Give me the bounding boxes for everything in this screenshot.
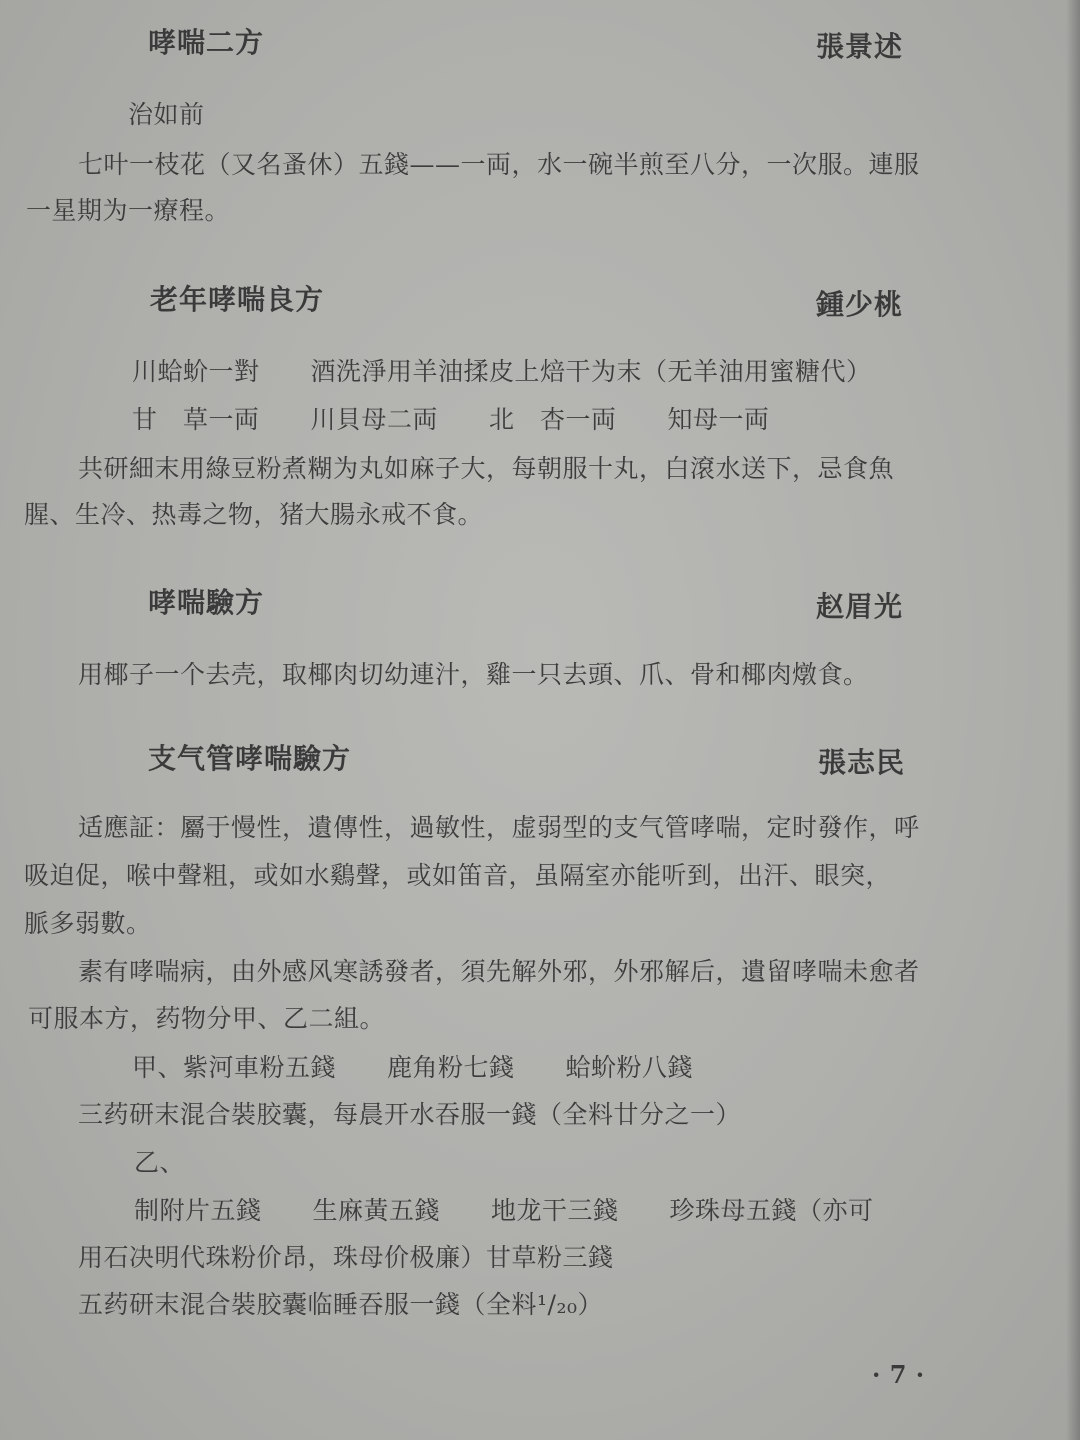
body-line: 川蛤蚧一對 酒洗淨用羊油揉皮上焙干为末（无羊油用蜜糖代） [132,357,872,386]
section-title: 老年哮喘良方 [150,283,325,316]
body-line: 腥、生冷、热毒之物，猪大腸永戒不食。 [24,500,484,529]
body-line: 七叶一枝花（又名蚤休）五錢——一両，水一碗半煎至八分，一次服。連服 [78,150,920,179]
body-line: 适應証：屬于慢性，遺傳性，過敏性，虚弱型的支气管哮喘，定时發作，呼 [78,813,920,842]
page-edge-shadow [1066,0,1080,1440]
section-author: 張志民 [818,746,906,779]
section-author: 鍾少桃 [816,288,904,321]
body-line: 用石决明代珠粉价昂，珠母价极廉）甘草粉三錢 [78,1243,614,1272]
body-line: 素有哮喘病，由外感风寒誘發者，須先解外邪，外邪解后，遺留哮喘未愈者 [78,957,920,986]
section-author: 赵眉光 [816,590,904,623]
body-line: 吸迫促，喉中聲粗，或如水鷄聲，或如笛音，虽隔室亦能听到，出汗、眼突， [24,861,892,890]
body-line: 甘 草一両 川貝母二両 北 杏一両 知母一両 [132,405,770,434]
section-title: 哮喘驗方 [148,586,265,619]
body-line: 乙、 [134,1148,186,1177]
page-number: · 7 · [872,1360,925,1389]
section-title: 支气管哮喘驗方 [148,742,352,775]
body-line: 脈多弱數。 [24,909,152,938]
section-author: 張景述 [816,30,904,63]
body-line: 可服本方，药物分甲、乙二組。 [28,1004,386,1033]
body-line: 用椰子一个去壳，取椰肉切幼連汁，雞一只去頭、爪、骨和椰肉燉食。 [78,660,869,689]
section-title: 哮喘二方 [148,26,265,59]
body-line: 三药研末混合裝胶囊，每晨开水吞服一錢（全料廿分之一） [78,1100,742,1129]
body-line: 制附片五錢 生麻黃五錢 地龙干三錢 珍珠母五錢（亦可 [134,1196,874,1225]
body-line: 共研細末用綠豆粉煮糊为丸如麻子大，每朝服十丸，白滾水送下，忌食魚 [78,454,895,483]
body-line: 一星期为一療程。 [26,196,231,225]
body-line: 五药研末混合裝胶囊临睡吞服一錢（全料¹/₂₀） [78,1290,603,1319]
body-line: 治如前 [128,100,205,129]
body-line: 甲、紫河車粉五錢 鹿角粉七錢 蛤蚧粉八錢 [132,1053,694,1082]
